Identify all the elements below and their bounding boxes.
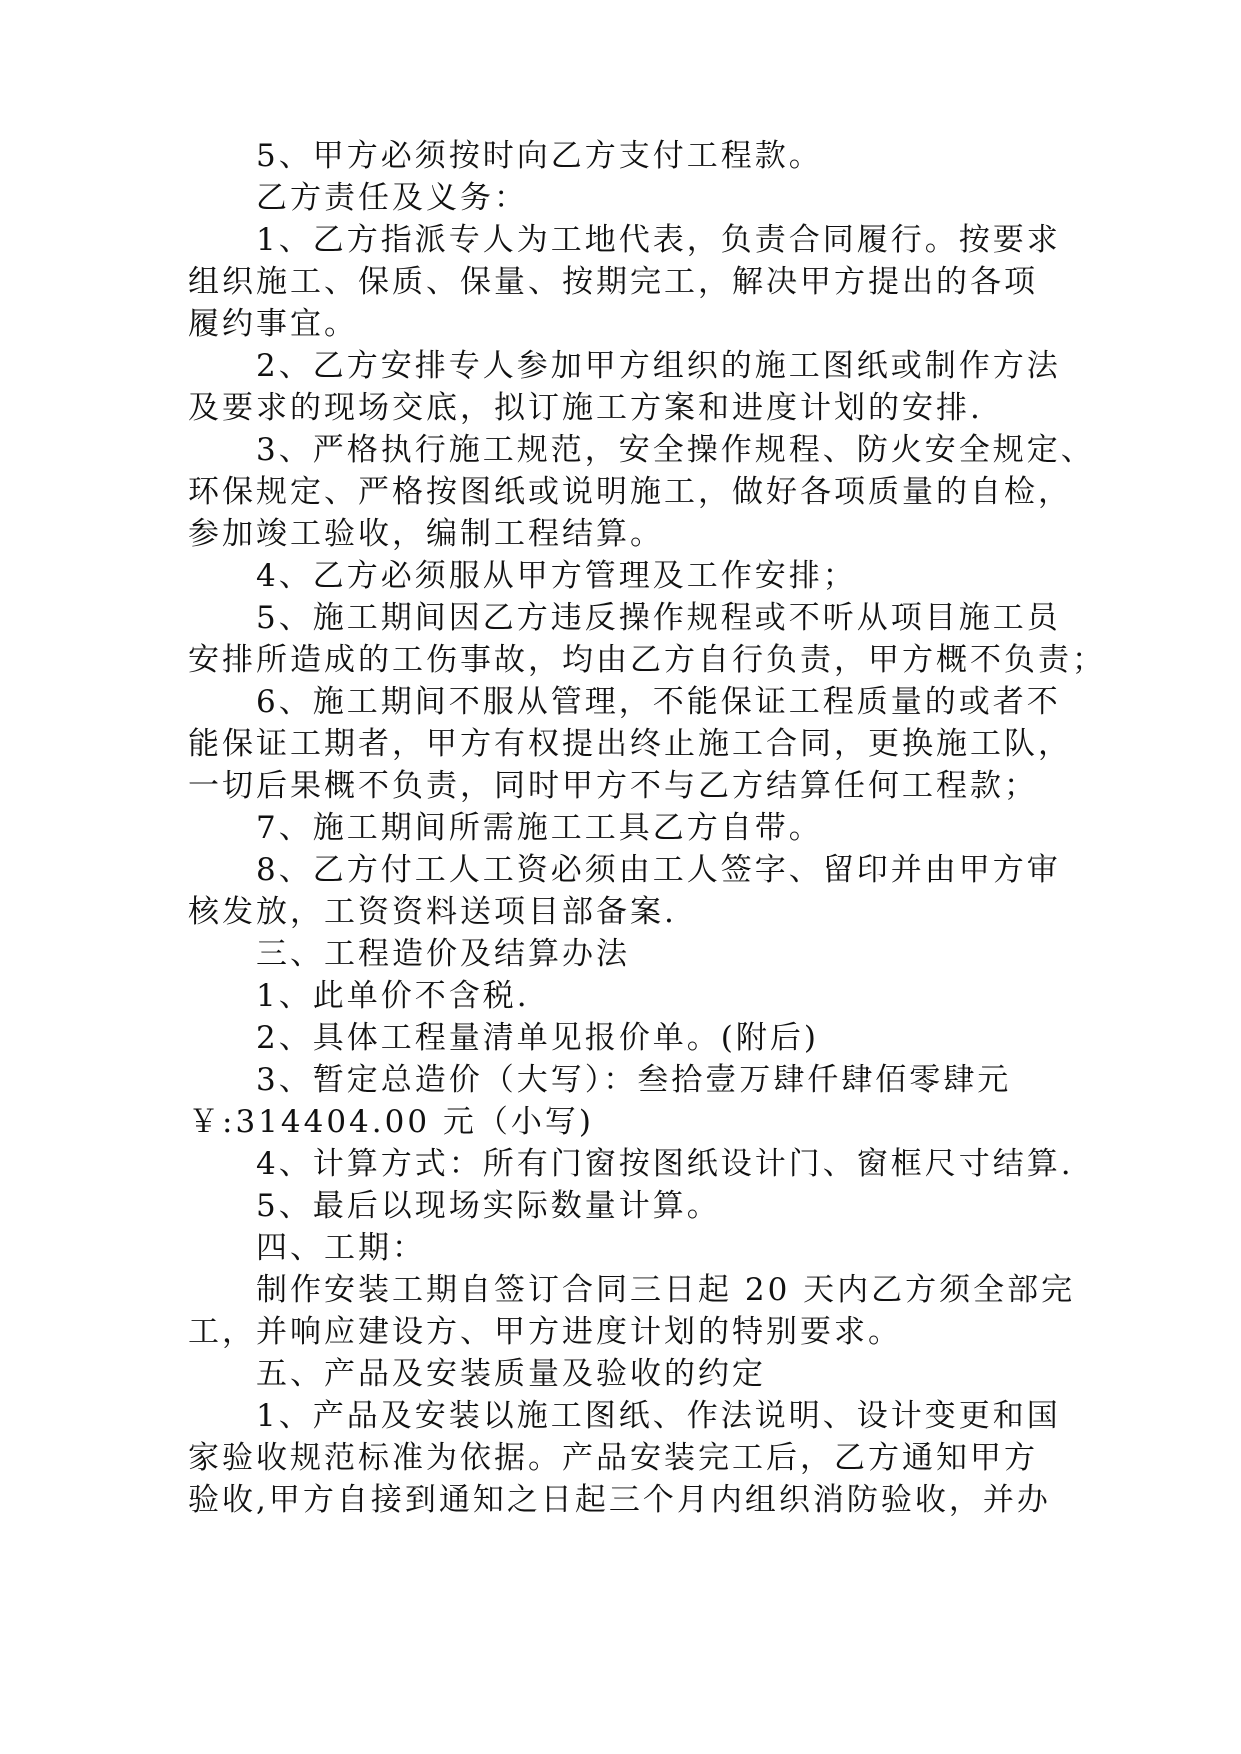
text-line: 制作安装工期自签订合同三日起 20 天内乙方须全部完 bbox=[256, 1272, 1076, 1308]
text-line: 安排所造成的工伤事故，均由乙方自行负责，甲方概不负责； bbox=[188, 642, 1106, 678]
text-line: 履约事宜。 bbox=[188, 306, 358, 342]
text-line: 6、施工期间不服从管理，不能保证工程质量的或者不 bbox=[256, 684, 1061, 720]
text-line: 2、具体工程量清单见报价单。(附后) bbox=[256, 1020, 819, 1056]
text-line: 乙方责任及义务： bbox=[256, 180, 528, 216]
text-line: 1、此单价不含税. bbox=[256, 978, 530, 1014]
text-line: 家验收规范标准为依据。产品安装完工后，乙方通知甲方 bbox=[188, 1440, 1038, 1476]
text-line: 3、暂定总造价（大写）：叁拾壹万肆仟肆佰零肆元 bbox=[256, 1062, 1012, 1098]
text-line: ￥:314404.00 元（小写) bbox=[188, 1104, 595, 1140]
text-line: 7、施工期间所需施工工具乙方自带。 bbox=[256, 810, 823, 846]
text-line: 及要求的现场交底，拟订施工方案和进度计划的安排. bbox=[188, 390, 983, 426]
section-heading: 五、产品及安装质量及验收的约定 bbox=[256, 1356, 766, 1392]
text-line: 2、乙方安排专人参加甲方组织的施工图纸或制作方法 bbox=[256, 348, 1061, 384]
text-line: 参加竣工验收，编制工程结算。 bbox=[188, 516, 664, 552]
text-line: 工，并响应建设方、甲方进度计划的特别要求。 bbox=[188, 1314, 902, 1350]
text-line: 3、严格执行施工规范，安全操作规程、防火安全规定、 bbox=[256, 432, 1095, 468]
text-line: 一切后果概不负责，同时甲方不与乙方结算任何工程款； bbox=[188, 768, 1038, 804]
text-line: 4、乙方必须服从甲方管理及工作安排； bbox=[256, 558, 857, 594]
text-line: 5、施工期间因乙方违反操作规程或不听从项目施工员 bbox=[256, 600, 1061, 636]
section-heading: 三、工程造价及结算办法 bbox=[256, 936, 630, 972]
text-line: 5、甲方必须按时向乙方支付工程款。 bbox=[256, 138, 823, 174]
text-line: 验收,甲方自接到通知之日起三个月内组织消防验收，并办 bbox=[188, 1482, 1051, 1518]
text-line: 环保规定、严格按图纸或说明施工，做好各项质量的自检， bbox=[188, 474, 1072, 510]
text-line: 4、计算方式：所有门窗按图纸设计门、窗框尺寸结算. bbox=[256, 1146, 1074, 1182]
text-line: 5、最后以现场实际数量计算。 bbox=[256, 1188, 721, 1224]
section-heading: 四、工期： bbox=[256, 1230, 426, 1266]
text-line: 核发放，工资资料送项目部备案. bbox=[188, 894, 677, 930]
text-line: 1、产品及安装以施工图纸、作法说明、设计变更和国 bbox=[256, 1398, 1061, 1434]
text-line: 能保证工期者，甲方有权提出终止施工合同，更换施工队， bbox=[188, 726, 1072, 762]
text-line: 1、乙方指派专人为工地代表，负责合同履行。按要求 bbox=[256, 222, 1061, 258]
text-line: 组织施工、保质、保量、按期完工，解决甲方提出的各项 bbox=[188, 264, 1038, 300]
text-line: 8、乙方付工人工资必须由工人签字、留印并由甲方审 bbox=[256, 852, 1061, 888]
